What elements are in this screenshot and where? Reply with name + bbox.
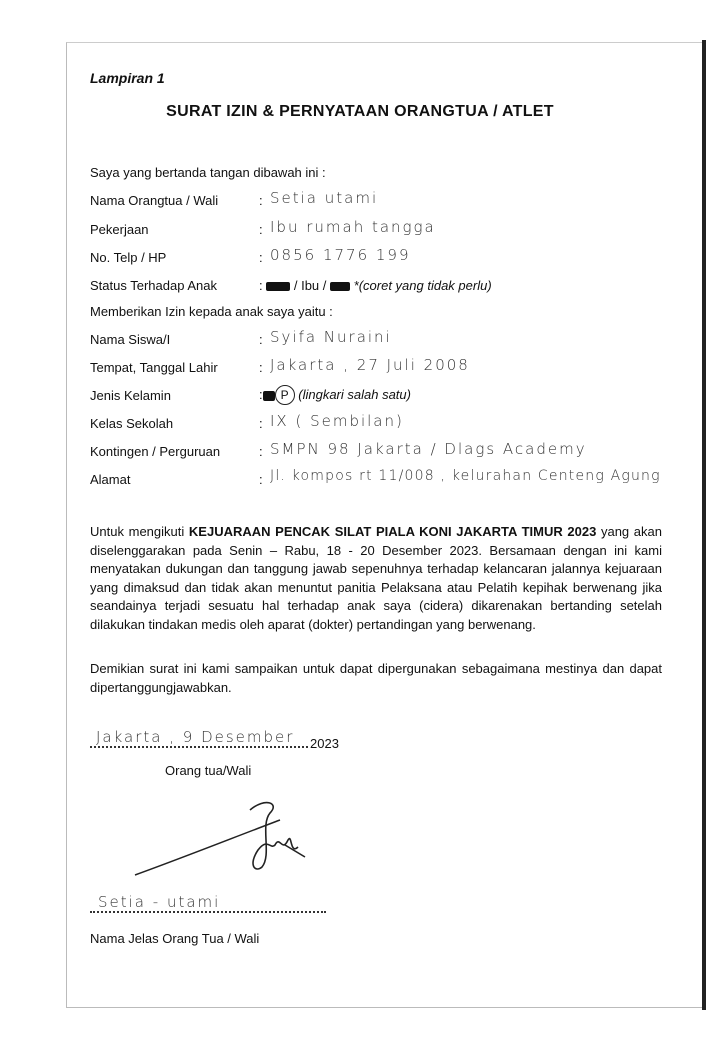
statement-paragraph [90, 523, 662, 634]
contingent-value: SMPN 98 Jakarta / Dlags Academy [270, 440, 587, 458]
colon: : [259, 222, 263, 237]
status-options: : / Ibu / *(coret yang tidak perlu) [259, 278, 492, 293]
gender-options: : P (lingkari salah satu) [259, 385, 411, 405]
class-label: Kelas Sekolah [90, 416, 174, 431]
signature-image [130, 795, 310, 885]
parent-name-value: Setia utami [270, 189, 379, 207]
colon: : [259, 250, 263, 265]
colon: : [259, 360, 263, 375]
gender-selected-circle: P [275, 385, 295, 405]
birth-value: Jakarta , 27 Juli 2008 [270, 356, 470, 374]
phone-value: 0856 1776 199 [270, 246, 411, 264]
birth-label: Tempat, Tanggal Lahir [90, 360, 218, 375]
phone-label: No. Telp / HP [90, 250, 167, 265]
parent-name-label: Nama Orangtua / Wali [90, 193, 219, 208]
status-ibu: / Ibu / [293, 278, 327, 293]
colon: : [259, 193, 263, 208]
year: 2023 [310, 736, 339, 751]
address-label: Alamat [90, 472, 131, 487]
p1-pre: Untuk mengikuti [90, 524, 189, 539]
p1-rest: yang akan diselenggarakan pada Senin – Rabu, 18 - 20 Desember 2023. Bersamaan dengan ini kami menyatakan dukungan dan tanggung jawab sepenuhnya terhadap kelancaran jalannya kejuaraan yang dimaksud dan tidak akan menuntut panitia Pelaksana atau Pelatih kepihak berwenang jika seandainya terjadi sesuatu hal terhadap anak saya (cidera) dikarenakan bertanding setelah dilakukan tindakan medis oleh aparat (dokter) pertandingan yang berwenang. [90, 524, 662, 632]
redacted-wali [330, 282, 350, 291]
event-name: KEJUARAAN PENCAK SILAT PIALA KONI JAKARTA TIMUR 2023 [188, 524, 597, 539]
occupation-value: Ibu rumah tangga [270, 218, 436, 236]
status-label: Status Terhadap Anak [90, 278, 217, 293]
closing-paragraph: Demikian surat ini kami sampaikan untuk dapat dipergunakan sebagaimana mestinya dan dapat dipertanggungjawabkan. [90, 661, 662, 695]
status-note: *(coret yang tidak perlu) [353, 278, 492, 293]
signer-name-value: Setia - utami [90, 893, 326, 913]
name-line [90, 893, 326, 913]
document-title: SURAT IZIN & PERNYATAAN ORANGTUA / ATLET [166, 103, 554, 120]
occupation-label: Pekerjaan [90, 222, 149, 237]
permission-heading: Memberikan Izin kepada anak saya yaitu : [90, 304, 333, 319]
signer-name-label: Nama Jelas Orang Tua / Wali [90, 931, 260, 946]
gender-label: Jenis Kelamin [90, 388, 171, 403]
scan-edge [702, 40, 706, 1010]
address-value: Jl. kompos rt 11/008 , kelurahan Centeng Agung [270, 468, 661, 484]
student-name-value: Syifa Nuraini [270, 328, 392, 346]
colon: : [259, 444, 263, 459]
class-value: IX ( Sembilan) [270, 412, 404, 430]
signer-role: Orang tua/Wali [165, 763, 252, 778]
colon: : [259, 472, 263, 487]
contingent-label: Kontingen / Perguruan [90, 444, 221, 459]
gender-note: (lingkari salah satu) [298, 387, 411, 402]
place-date-value: Jakarta , 9 Desember [90, 728, 308, 748]
colon: : [259, 416, 263, 431]
intro-text: Saya yang bertanda tangan dibawah ini : [90, 165, 326, 180]
redacted-ayah [266, 282, 290, 291]
place-date-line [90, 728, 310, 748]
attachment-label: Lampiran 1 [90, 70, 165, 86]
redacted-l [263, 391, 275, 401]
colon: : [259, 332, 263, 347]
student-name-label: Nama Siswa/I [90, 332, 171, 347]
